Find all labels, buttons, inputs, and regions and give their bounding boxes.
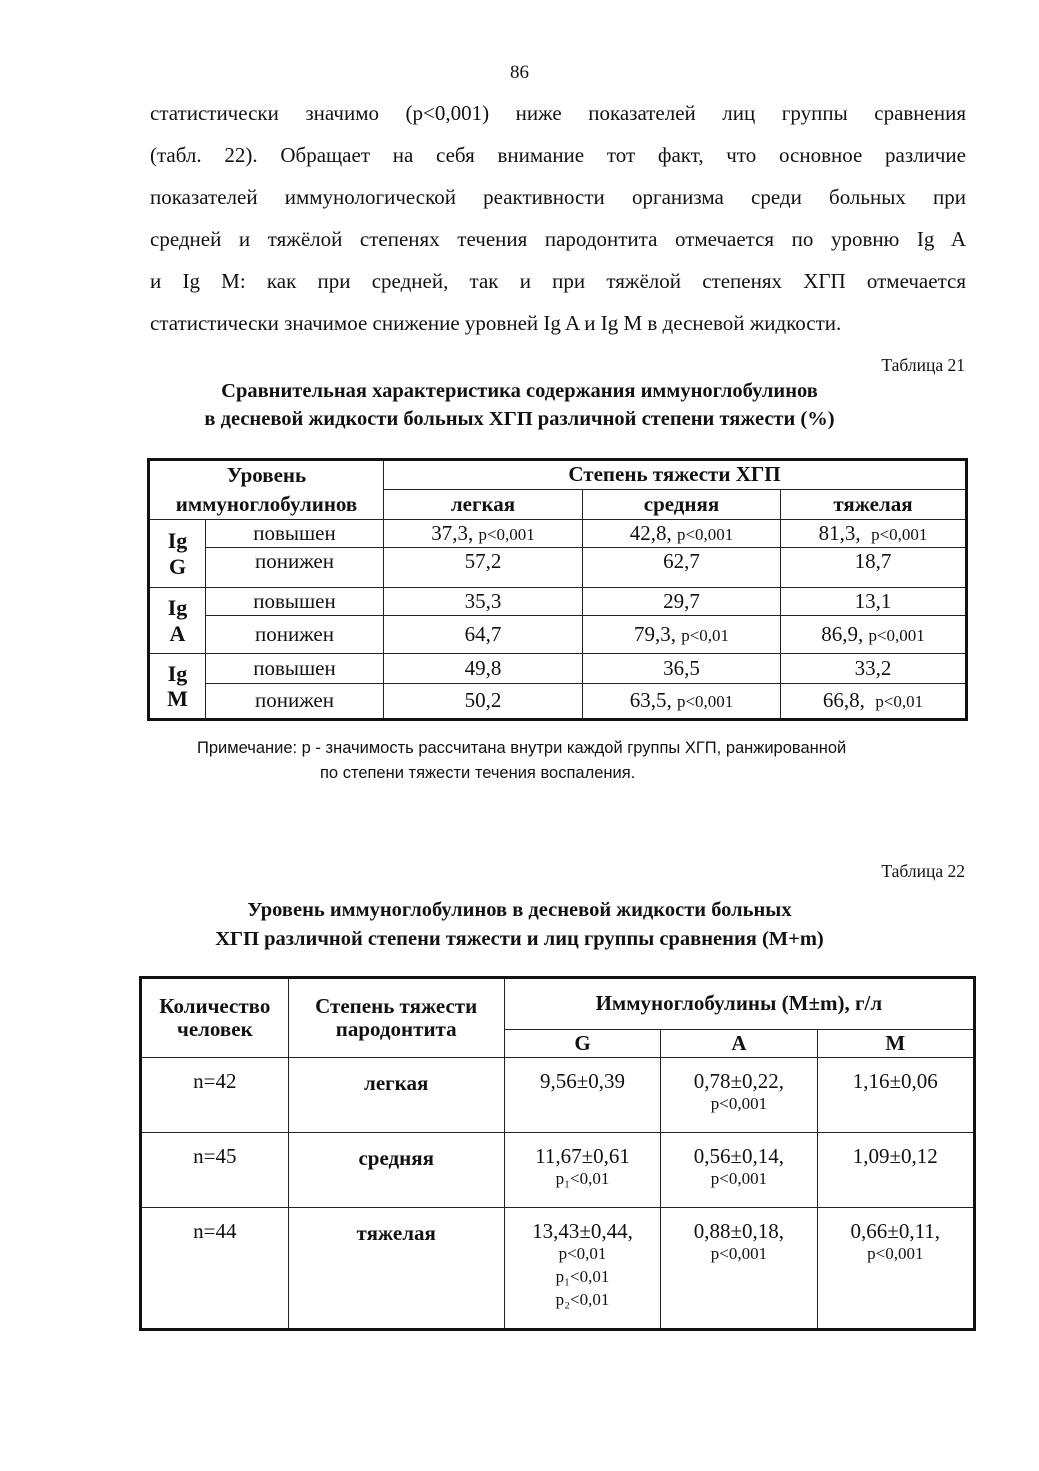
table-row: [149, 616, 967, 654]
level-cell: повышен: [206, 520, 384, 548]
paragraph-line: статистически значимое снижение уровней Ig A и Ig M в десневой жидкости.: [150, 311, 842, 335]
ig-type-m: [149, 654, 206, 720]
ig-type-a: [149, 588, 206, 654]
header-severity: Степень тяжести ХГП: [384, 460, 967, 490]
table-row: [141, 1133, 975, 1208]
value-cell: 62,7: [583, 548, 781, 588]
table-row: [149, 684, 967, 720]
value-cell: 49,8: [384, 654, 583, 684]
severity-cell: средняя: [288, 1133, 504, 1208]
header-level-line1: Уровень: [149, 460, 384, 490]
value-cell: 66,8, p<0,01: [781, 684, 967, 720]
value-cell: 79,3, p<0,01: [583, 616, 781, 654]
value-cell: 9,56±0,39: [504, 1058, 660, 1133]
value-cell: 11,67±0,61 p₁<0,01: [504, 1133, 660, 1208]
table-row: [149, 588, 967, 616]
value-cell: 50,2: [384, 684, 583, 720]
value-cell: 1,16±0,06: [817, 1058, 974, 1133]
level-cell: понижен: [206, 548, 384, 588]
count-cell: n=44: [141, 1208, 289, 1330]
table-row: [141, 1058, 975, 1133]
value-cell: 33,2: [781, 654, 967, 684]
col-header-light: легкая: [384, 490, 583, 520]
header-level-line2: иммуноглобулинов: [149, 490, 384, 520]
paragraph-line: средней и тяжёлой степенях течения пародонтита отмечается по уровню Ig A: [150, 227, 966, 251]
ig-letter: G: [168, 553, 187, 579]
value-cell: 37,3, p<0,001: [384, 520, 583, 548]
value-cell: 0,78±0,22, p<0,001: [661, 1058, 817, 1133]
level-cell: понижен: [206, 616, 384, 654]
value-cell: 0,66±0,11, p<0,001: [817, 1208, 974, 1330]
ig-type-g: [149, 520, 206, 588]
table-row: [141, 1208, 975, 1330]
ig-letter: M: [167, 686, 188, 711]
table21: [147, 458, 968, 721]
header-severity: Степень тяжести пародонтита: [288, 978, 504, 1058]
table22: [139, 976, 976, 1331]
value-cell: 0,56±0,14, p<0,001: [661, 1133, 817, 1208]
count-cell: n=45: [141, 1133, 289, 1208]
table22-caption: Таблица 22: [881, 861, 965, 881]
value-cell: 86,9, p<0,001: [781, 616, 967, 654]
value-cell: 18,7: [781, 548, 967, 588]
col-header-medium: средняя: [583, 490, 781, 520]
ig-label: Ig: [167, 595, 188, 621]
header-count: Количество человек: [141, 978, 289, 1058]
value-cell: 13,1: [781, 588, 967, 616]
value-cell: 36,5: [583, 654, 781, 684]
severity-cell: тяжелая: [288, 1208, 504, 1330]
value-cell: 64,7: [384, 616, 583, 654]
table21-note-line1: Примечание: p - значимость рассчитана внутри каждой группы ХГП, ранжированной: [197, 739, 847, 757]
table22-title-line2: ХГП различной степени тяжести и лиц группы сравнения (M+m): [215, 928, 824, 950]
level-cell: повышен: [206, 588, 384, 616]
col-header-a: A: [661, 1030, 817, 1058]
paragraph-line: (табл. 22). Обращает на себя внимание тот факт, что основное различие: [150, 143, 966, 167]
value-cell: 42,8, p<0,001: [583, 520, 781, 548]
paragraph-line: показателей иммунологической реактивности организма среди больных при: [150, 185, 966, 209]
table-row: [149, 520, 967, 548]
value-cell: 35,3: [384, 588, 583, 616]
col-header-g: G: [504, 1030, 660, 1058]
ig-label: Ig: [167, 660, 188, 686]
page-number: 86: [510, 62, 529, 83]
table22-title-line1: Уровень иммуноглобулинов в десневой жидкости больных: [247, 899, 792, 921]
ig-letter: A: [169, 620, 186, 646]
value-cell: 63,5, p<0,001: [583, 684, 781, 720]
severity-cell: легкая: [288, 1058, 504, 1133]
table21-note-line2: по степени тяжести течения воспаления.: [320, 764, 636, 782]
table21-title-line1: Сравнительная характеристика содержания иммуноглобулинов: [221, 380, 818, 402]
value-cell: 57,2: [384, 548, 583, 588]
paragraph-line: статистически значимо (p<0,001) ниже показателей лиц группы сравнения: [150, 101, 966, 125]
paragraph-line: и Ig M: как при средней, так и при тяжёлой степенях ХГП отмечается: [150, 269, 966, 293]
value-cell: 0,88±0,18, p<0,001: [661, 1208, 817, 1330]
value-cell: 29,7: [583, 588, 781, 616]
count-cell: n=42: [141, 1058, 289, 1133]
col-header-severe: тяжелая: [781, 490, 967, 520]
ig-label: Ig: [167, 528, 188, 554]
value-cell: 81,3, p<0,001: [781, 520, 967, 548]
table-row: [149, 548, 967, 588]
level-cell: понижен: [206, 684, 384, 720]
col-header-m: M: [817, 1030, 974, 1058]
table21-caption: Таблица 21: [881, 355, 965, 375]
value-cell: 13,43±0,44, p<0,01 p₁<0,01 p₂<0,01: [504, 1208, 660, 1330]
table-row: [149, 654, 967, 684]
level-cell: повышен: [206, 654, 384, 684]
value-cell: 1,09±0,12: [817, 1133, 974, 1208]
table21-title-line2: в десневой жидкости больных ХГП различной степени тяжести (%): [204, 408, 835, 430]
header-immunoglobulins: Иммуноглобулины (M±m), г/л: [504, 978, 974, 1030]
